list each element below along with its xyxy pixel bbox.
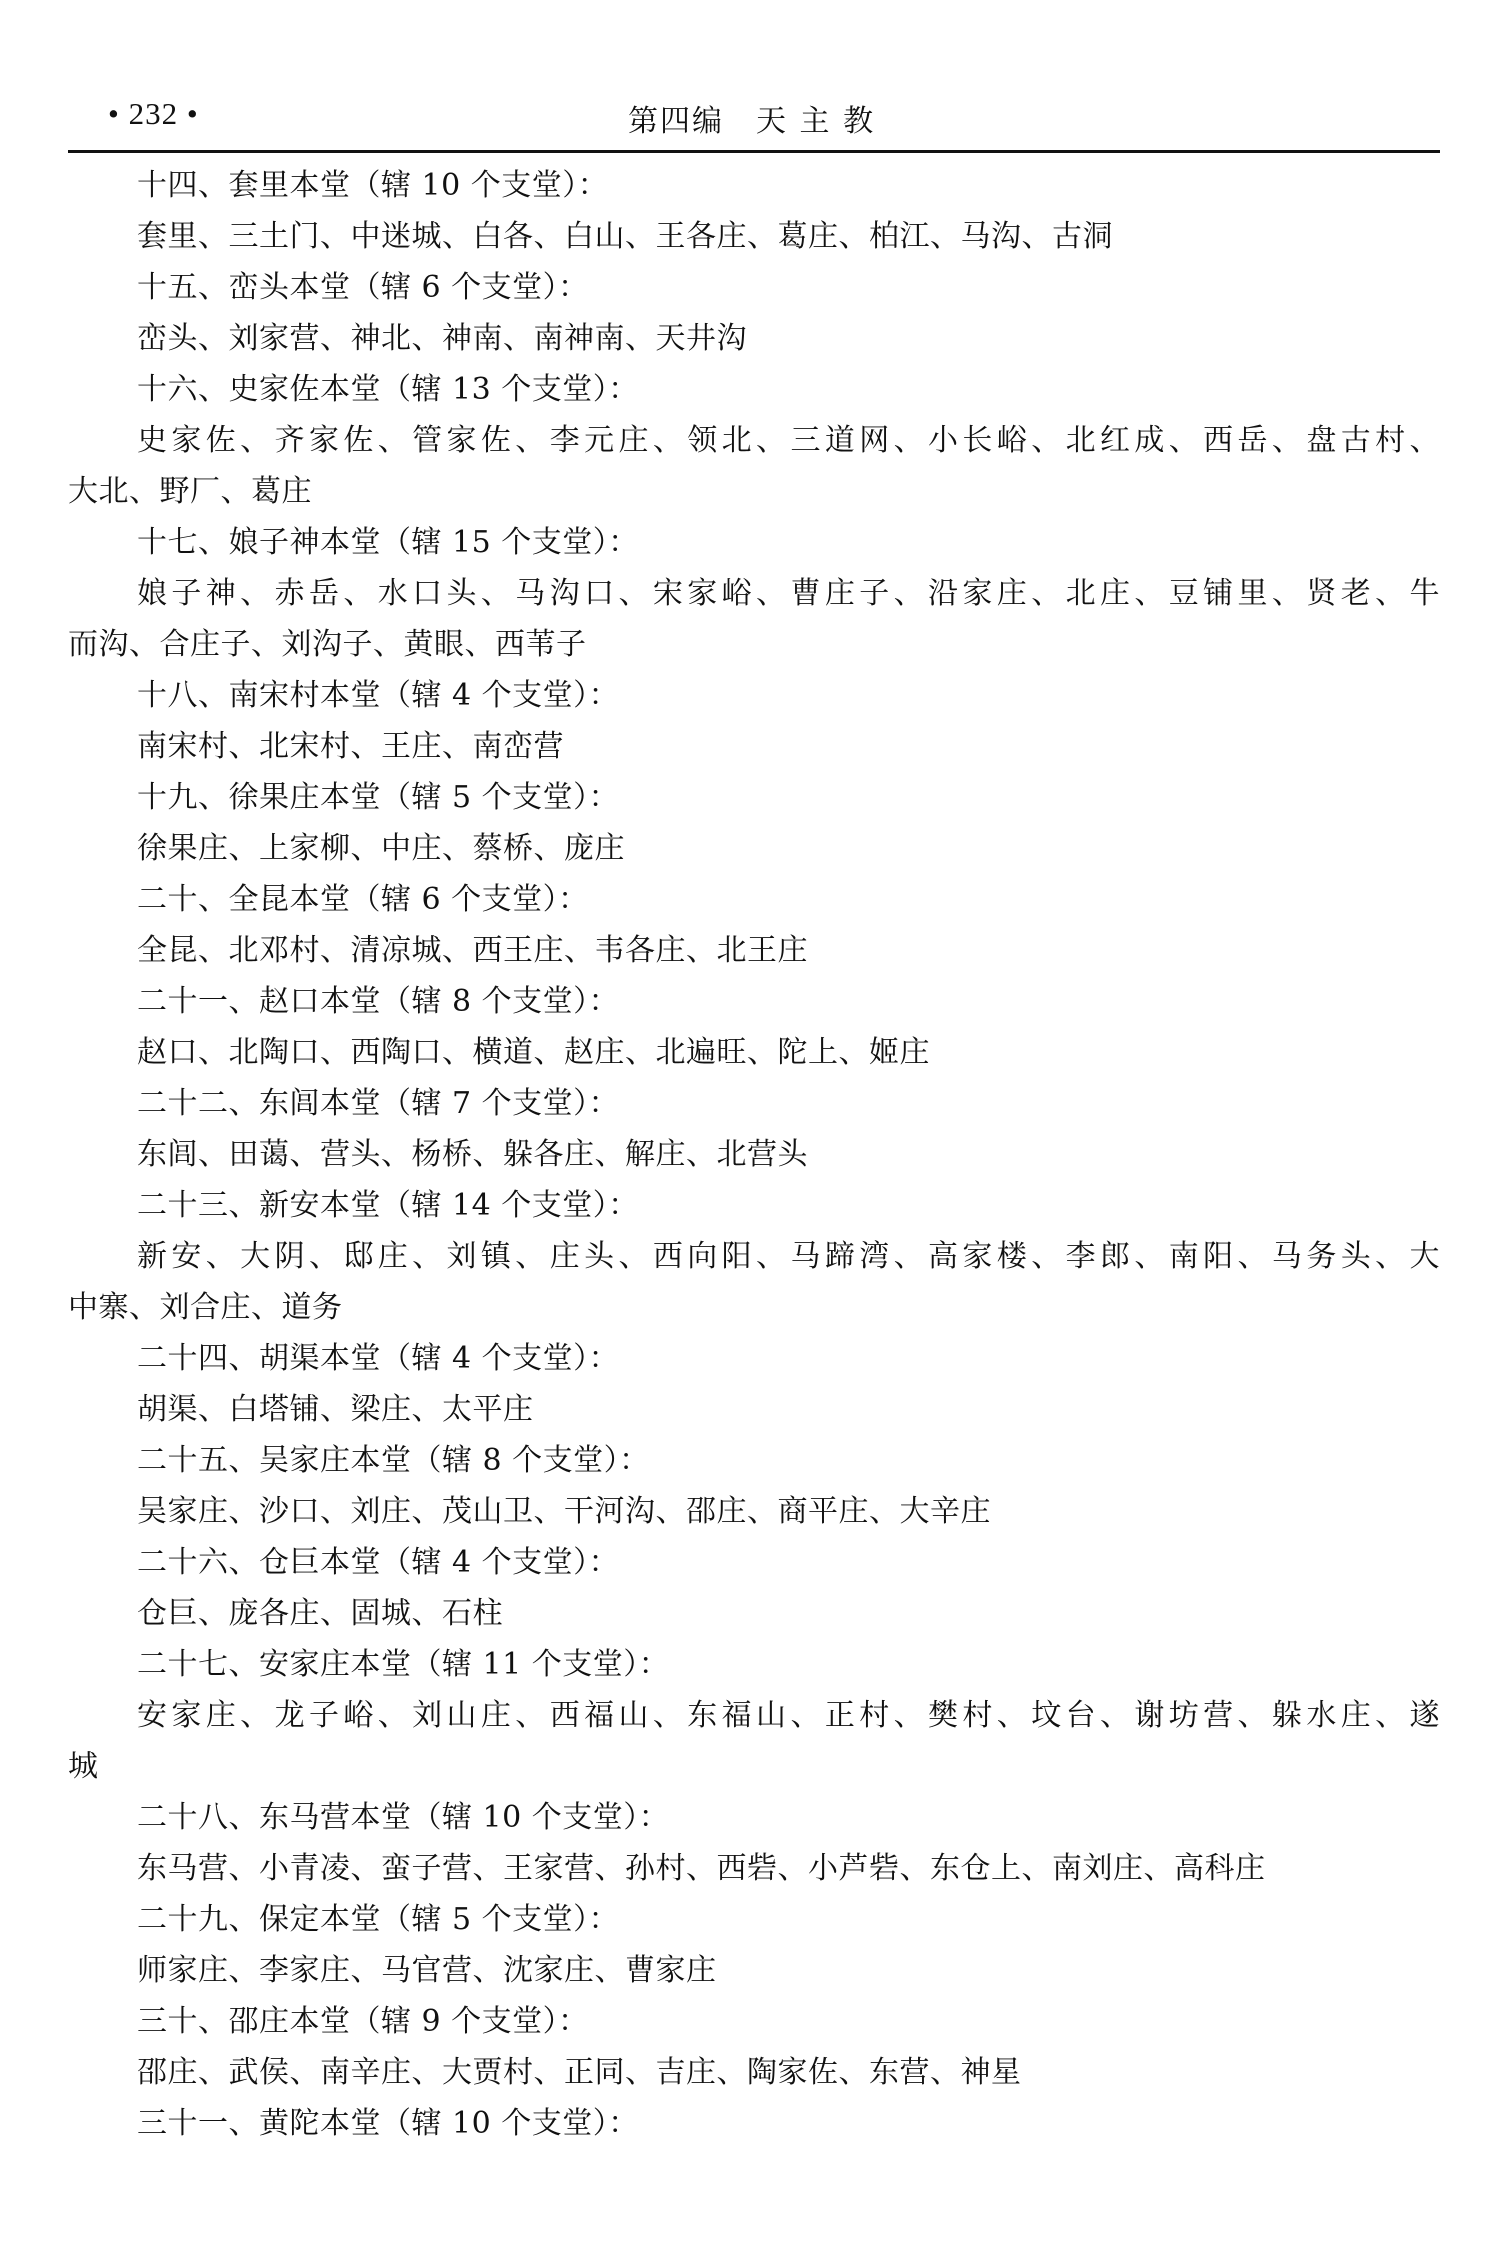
page-header <box>68 96 1440 146</box>
parish-list-line: 仓巨、庞各庄、固城、石柱 <box>137 1596 503 1631</box>
section-heading: 二十五、吴家庄本堂（辖 8 个支堂）： <box>137 1443 650 1478</box>
parish-list-line: 史家佐、齐家佐、管家佐、李元庄、领北、三道网、小长峪、北红成、西岳、盘古村、 <box>137 423 1440 458</box>
section-heading: 十九、徐果庄本堂（辖 5 个支堂）： <box>137 780 620 815</box>
parish-list-line: 南宋村、北宋村、王庄、南峦营 <box>137 729 564 764</box>
parish-list-line: 新安、大阴、邸庄、刘镇、庄头、西向阳、马蹄湾、高家楼、李郎、南阳、马务头、大 <box>137 1239 1440 1274</box>
parish-list-line: 峦头、刘家营、神北、神南、南神南、天井沟 <box>137 321 747 356</box>
parish-list-line: 安家庄、龙子峪、刘山庄、西福山、东福山、正村、樊村、坟台、谢坊营、躲水庄、遂 <box>137 1698 1440 1733</box>
section-heading: 二十四、胡渠本堂（辖 4 个支堂）： <box>137 1341 620 1376</box>
parish-list-line: 大北、野厂、葛庄 <box>68 474 312 509</box>
section-heading: 三十一、黄陀本堂（辖 10 个支堂）： <box>137 2106 639 2141</box>
parish-list-line: 城 <box>68 1749 99 1784</box>
parish-list-line: 徐果庄、上家柳、中庄、蔡桥、庞庄 <box>137 831 625 866</box>
section-heading: 十五、峦头本堂（辖 6 个支堂）： <box>137 270 589 305</box>
header-rule <box>68 150 1440 153</box>
parish-list-line: 邵庄、武侯、南辛庄、大贾村、正同、吉庄、陶家佐、东营、神星 <box>137 2055 1022 2090</box>
section-heading: 二十八、东马营本堂（辖 10 个支堂）： <box>137 1800 670 1835</box>
running-head: 第四编 天 主 教 <box>628 104 876 139</box>
section-heading: 十八、南宋村本堂（辖 4 个支堂）： <box>137 678 620 713</box>
parish-list-line: 中寨、刘合庄、道务 <box>68 1290 343 1325</box>
section-heading: 十七、娘子神本堂（辖 15 个支堂）： <box>137 525 639 560</box>
parish-list-line: 吴家庄、沙口、刘庄、茂山卫、干河沟、邵庄、商平庄、大辛庄 <box>137 1494 991 1529</box>
parish-list-line: 全昆、北邓村、清凉城、西王庄、韦各庄、北王庄 <box>137 933 808 968</box>
parish-list-line: 娘子神、赤岳、水口头、马沟口、宋家峪、曹庄子、沿家庄、北庄、豆铺里、贤老、牛 <box>137 576 1440 611</box>
section-heading: 二十七、安家庄本堂（辖 11 个支堂）： <box>137 1647 670 1682</box>
section-heading: 十四、套里本堂（辖 10 个支堂）： <box>137 168 609 203</box>
section-heading: 二十二、东闾本堂（辖 7 个支堂）： <box>137 1086 620 1121</box>
section-heading: 三十、邵庄本堂（辖 9 个支堂）： <box>137 2004 589 2039</box>
parish-list-line: 东马营、小青凌、蛮子营、王家营、孙村、西砦、小芦砦、东仓上、南刘庄、高科庄 <box>137 1851 1266 1886</box>
section-heading: 二十九、保定本堂（辖 5 个支堂）： <box>137 1902 620 1937</box>
section-heading: 二十三、新安本堂（辖 14 个支堂）： <box>137 1188 639 1223</box>
parish-list-line: 东闾、田蔼、营头、杨桥、躲各庄、解庄、北营头 <box>137 1137 808 1172</box>
section-heading: 十六、史家佐本堂（辖 13 个支堂）： <box>137 372 639 407</box>
section-heading: 二十一、赵口本堂（辖 8 个支堂）： <box>137 984 620 1019</box>
section-heading: 二十、全昆本堂（辖 6 个支堂）： <box>137 882 589 917</box>
parish-list-line: 赵口、北陶口、西陶口、横道、赵庄、北遍旺、陀上、姬庄 <box>137 1035 930 1070</box>
section-heading: 二十六、仓巨本堂（辖 4 个支堂）： <box>137 1545 620 1580</box>
parish-list-line: 而沟、合庄子、刘沟子、黄眼、西苇子 <box>68 627 587 662</box>
parish-list-line: 师家庄、李家庄、马官营、沈家庄、曹家庄 <box>137 1953 717 1988</box>
parish-list-line: 胡渠、白塔铺、梁庄、太平庄 <box>137 1392 534 1427</box>
body-text <box>68 160 1440 2149</box>
page-number: • 232 • <box>108 96 199 131</box>
parish-list-line: 套里、三土门、中迷城、白各、白山、王各庄、葛庄、柏江、马沟、古洞 <box>137 219 1113 254</box>
